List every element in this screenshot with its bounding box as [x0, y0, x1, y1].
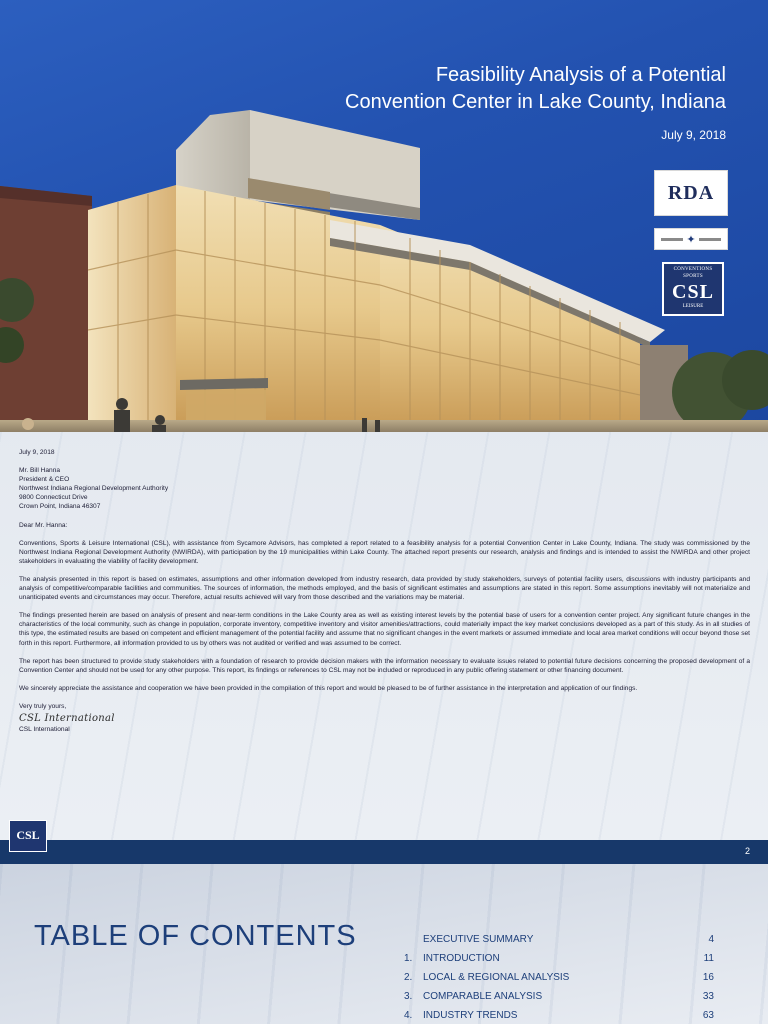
logo-rule	[661, 238, 683, 241]
rda-logo-text: RDA	[667, 181, 715, 204]
letter-paragraph: The findings presented herein are based on analysis of present and near-term conditions in the Lake County area as well as existing interest levels by the potential base of users for a convention center project. Any significant future changes in the characteristics of the local community, such as change in population, corporate inventory, competitive inventory and visitor amenities/attractions, could materially impact the key market conclusions developed as a part of this study. As in all studies of this type, the estimated results are based on competent and efficient management of the potential facility and assume that no significant changes in the event markets or assumed immediate and local area market conditions will occur beyond those set forth in this report. Furthermore, all information provided to us by others was not audited or verified and was assumed to be correct.	[19, 612, 750, 647]
recipient-line: Mr. Bill Hanna	[19, 467, 61, 475]
transmittal-letter-page	[0, 432, 768, 840]
toc-item[interactable]	[404, 968, 714, 987]
recipient-address	[19, 466, 750, 511]
handwritten-signature: CSL International	[19, 712, 115, 724]
sycamore-advisors-logo	[654, 228, 728, 250]
toc-item[interactable]	[404, 987, 714, 1006]
star-icon: ✦	[686, 232, 696, 246]
csl-logo-mark: CSL	[672, 281, 714, 303]
recipient-line: Northwest Indiana Regional Development Authority	[19, 485, 169, 493]
csl-footer-logo	[9, 820, 47, 852]
letter-paragraph: Conventions, Sports & Leisure International (CSL), with assistance from Sycamore Advisors, has completed a report related to a feasibility analysis for a potential Convention Center in Lake County, Indiana. The study was commissioned by the Northwest Indiana Regional Development Authority (NWIRDA), with participation by the 19 municipalities within Lake County. The attached report presents our research, analysis and findings and is intended to assist the NWIRDA and other project stakeholders in evaluating the viability of facility development.	[19, 539, 750, 565]
toc-list	[404, 930, 714, 1025]
toc-item-label: INDUSTRY TRENDS	[423, 1010, 518, 1021]
toc-item-page: 11	[703, 953, 714, 964]
toc-item-label: INTRODUCTION	[423, 953, 500, 964]
report-title	[345, 62, 726, 116]
logo-rule	[699, 238, 721, 241]
table-of-contents-page	[0, 864, 768, 1024]
recipient-line: President & CEO	[19, 476, 70, 484]
toc-item-label: EXECUTIVE SUMMARY	[423, 934, 534, 945]
toc-item-number: 4.	[404, 1010, 413, 1021]
toc-item-page: 4	[708, 934, 714, 945]
csl-logo-top: CONVENTIONS SPORTS	[673, 267, 713, 279]
toc-item[interactable]	[404, 949, 714, 968]
recipient-line: Crown Point, Indiana 46307	[19, 503, 101, 511]
csl-footer-logo-mark: CSL	[16, 828, 40, 842]
toc-item-label: COMPARABLE ANALYSIS	[423, 991, 543, 1002]
letter-body	[19, 448, 750, 734]
report-date: July 9, 2018	[661, 128, 726, 142]
report-title-line-2: Convention Center in Lake County, Indiana	[345, 91, 726, 113]
letter-paragraph: We sincerely appreciate the assistance and cooperation we have been provided in the compilation of this report and would be pleased to be of further assistance in the interpretation and application of our findings.	[19, 684, 638, 692]
letter-paragraph: The analysis presented in this report is based on estimates, assumptions and other information developed from industry research, data provided by study stakeholders, surveys of potential facility users, discussions with industry participants and analysis of competitive/comparable facilities and communities. The sources of information, the methods employed, and the basis of significant estimates and assumptions are stated in this report. Some assumptions inevitably will not materialize and unanticipated events and circumstances may occur. Therefore, actual results achieved will vary from those described and the variations may be material.	[19, 575, 750, 602]
page-number: 2	[744, 846, 750, 856]
logo-stack	[654, 170, 728, 316]
toc-item-page: 33	[702, 991, 714, 1002]
toc-item[interactable]	[404, 930, 714, 949]
page-footer-bar	[0, 840, 768, 864]
toc-item-page: 16	[702, 972, 714, 983]
toc-item-page: 63	[702, 1010, 714, 1021]
toc-item-number: 2.	[404, 972, 413, 983]
toc-item-number: 3.	[404, 991, 413, 1002]
report-title-line-1: Feasibility Analysis of a Potential	[435, 64, 726, 86]
salutation: Dear Mr. Hanna:	[19, 521, 68, 529]
toc-item[interactable]	[404, 1006, 714, 1025]
toc-heading: TABLE OF CONTENTS	[34, 920, 357, 952]
recipient-line: 9800 Connecticut Drive	[19, 494, 88, 502]
rda-logo	[654, 170, 728, 216]
toc-item-label: LOCAL & REGIONAL ANALYSIS	[423, 972, 570, 983]
letter-date: July 9, 2018	[19, 449, 55, 456]
csl-logo-bottom: LEISURE	[682, 304, 704, 309]
toc-item-number: 1.	[404, 953, 413, 964]
signer-name: CSL International	[19, 726, 70, 734]
cover-page	[0, 0, 768, 432]
letter-paragraph: The report has been structured to provide study stakeholders with a foundation of research to provide decision makers with the information necessary to evaluate issues related to potential future decisions concerning the proposed development of a Convention Center and should not be used for any other purpose. This report, its findings or references to CSL may not be included or reproduced in any public offering statement or other financing document.	[19, 657, 750, 674]
csl-logo	[662, 262, 724, 316]
closing: Very truly yours,	[19, 702, 67, 710]
